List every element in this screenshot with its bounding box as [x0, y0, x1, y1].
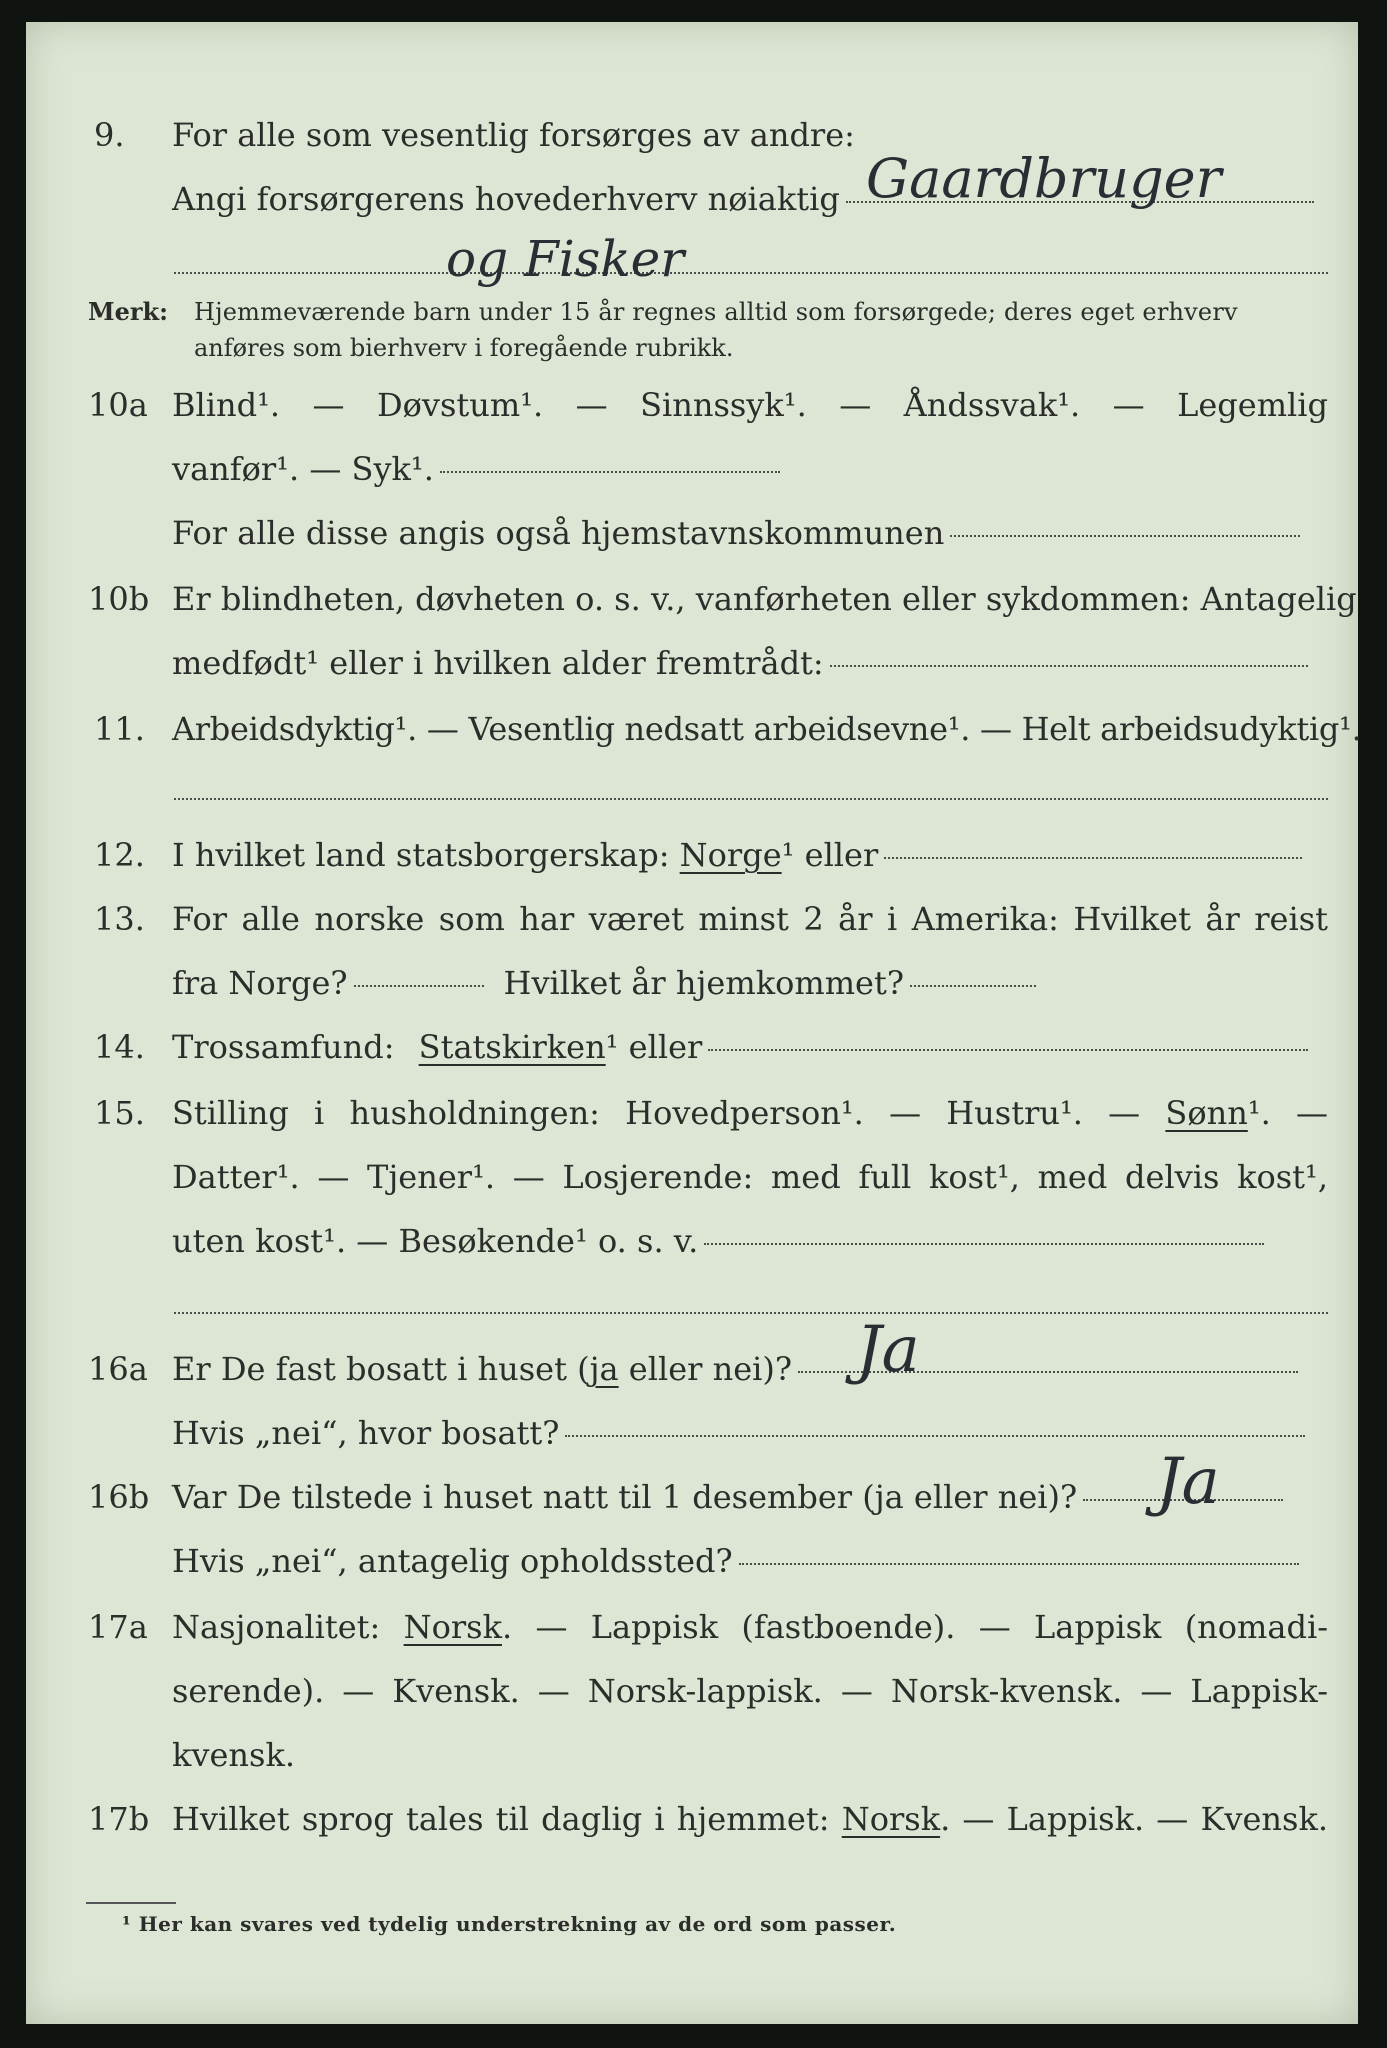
q10a-line-2 [172, 444, 1328, 494]
q15-line-3 [172, 1216, 1328, 1266]
q12-number: 12. [94, 836, 145, 874]
q9-line-1: For alle som vesentlig forsørges av andre: [172, 116, 855, 154]
q10b-age-rule [830, 665, 1308, 667]
footnote: ¹ Her kan svares ved tydelig understrekning av de ord som passer. [122, 1912, 897, 1936]
q15-answer-rule [174, 1312, 1328, 1314]
q16a-line-1 [172, 1344, 1328, 1394]
q13-number: 13. [94, 900, 145, 938]
merk-label: Merk: [88, 297, 168, 326]
census-form-page [26, 22, 1362, 2024]
q16a-text-a: Er De fast bosatt i huset ( [172, 1350, 590, 1388]
q16a-line-2-text: Hvis „nei“, hvor bosatt? [172, 1414, 560, 1452]
q17a-text-c: . — Lappisk (fastboende). — Lappisk (nomadi- [501, 1608, 1329, 1646]
q10a-number: 10a [88, 386, 148, 424]
q14-eller: ¹ eller [605, 1028, 703, 1066]
q9-line-2-text: Angi forsørgerens hovederhverv nøiaktig [172, 180, 840, 218]
q15-number: 15. [94, 1094, 145, 1132]
q16a-ja-underlined: ja [589, 1350, 619, 1388]
q10b-row-2 [26, 638, 1358, 688]
footnote-divider [86, 1902, 176, 1904]
q13-line-2 [172, 958, 1328, 1008]
q15-line-1 [172, 1088, 1328, 1138]
q12-row-1 [26, 830, 1358, 880]
q10b-line-1: Er blindheten, døvheten o. s. v., vanførheten eller sykdommen: Antagelig [172, 580, 1357, 618]
q10b-number: 10b [88, 580, 150, 618]
q10a-municipality-rule [950, 535, 1300, 537]
q17a-norsk-underlined: Norsk [403, 1608, 502, 1646]
q16b-row-2 [26, 1536, 1358, 1586]
q12-country-rule [884, 857, 1302, 859]
q15-text-1: Stilling i husholdningen: Hovedperson¹. — Hustru¹. — [172, 1094, 1141, 1132]
q13-from-norway: fra Norge? [172, 964, 348, 1002]
q12-eller: ¹ eller [781, 836, 879, 874]
q10a-row-2 [26, 444, 1358, 494]
q16b-location-rule [739, 1563, 1299, 1565]
q17a-number: 17a [88, 1608, 148, 1646]
q14-row-1 [26, 1022, 1358, 1072]
q10a-line-1: Blind¹. — Døvstum¹. — Sinnssyk¹. — Åndssvak¹. — Legemlig [172, 386, 1328, 424]
q15-line-3-text: uten kost¹. — Besøkende¹ o. s. v. [172, 1222, 699, 1260]
q11-number: 11. [94, 710, 145, 748]
q14-faith-rule [708, 1049, 1308, 1051]
q14-text: Trossamfund: [172, 1028, 395, 1066]
q16a-handwritten-answer: Ja [856, 1313, 920, 1387]
q10b-line-2-text: medfødt¹ eller i hvilken alder fremtrådt: [172, 644, 824, 682]
q10a-row-1 [26, 380, 1358, 430]
q9-number: 9. [94, 116, 125, 154]
q11-answer-rule [174, 798, 1328, 800]
q17a-text-a: Nasjonalitet: [172, 1608, 381, 1646]
q17b-row-1 [26, 1794, 1358, 1844]
q17a-row-3 [26, 1730, 1358, 1780]
q16a-text-c: eller nei)? [618, 1350, 793, 1388]
q16b-line-2 [172, 1536, 1328, 1586]
q13-returned: Hvilket år hjemkommet? [503, 964, 904, 1002]
q10a-row-3 [26, 508, 1358, 558]
merk-line-2: anføres som bierhverv i foregående rubrikk. [194, 334, 734, 362]
q11-line-1: Arbeidsdyktig¹. — Vesentlig nedsatt arbeidsevne¹. — Helt arbeidsudyktig¹. [172, 710, 1362, 748]
q13-line-1: For alle norske som har været minst 2 år i Amerika: Hvilket år reist [172, 900, 1328, 938]
q17b-number: 17b [88, 1800, 150, 1838]
q9-handwritten-answer-2: og Fisker [446, 230, 685, 288]
q10a-line-3-text: For alle disse angis også hjemstavnskommunen [172, 514, 945, 552]
q17b-line-1 [172, 1794, 1328, 1844]
q15-sonn-underlined: Sønn [1165, 1094, 1248, 1132]
q16a-row-1 [26, 1344, 1358, 1394]
q17b-text-a: Hvilket sprog tales til daglig i hjemmet: [172, 1800, 830, 1838]
q11-row-1 [26, 704, 1362, 754]
q17a-row-2 [26, 1666, 1358, 1716]
q14-number: 14. [94, 1028, 145, 1066]
q16a-line-2 [172, 1408, 1328, 1458]
q17a-row-1 [26, 1602, 1358, 1652]
q12-text: I hvilket land statsborgerskap: [172, 836, 670, 874]
q15-position-rule [704, 1243, 1264, 1245]
q13-year-returned-rule [910, 985, 1036, 987]
q12-line-1 [172, 830, 1328, 880]
q16a-number: 16a [88, 1350, 148, 1388]
q15-line-2: Datter¹. — Tjener¹. — Losjerende: med full kost¹, med delvis kost¹, [172, 1158, 1328, 1196]
q16a-residence-rule [565, 1435, 1305, 1437]
q15-row-2 [26, 1152, 1358, 1202]
q15-row-1 [26, 1088, 1358, 1138]
q16b-line-1 [172, 1472, 1328, 1522]
q9-handwritten-answer-1: Gaardbruger [866, 147, 1222, 210]
q13-row-1 [26, 894, 1358, 944]
q10a-line-2-text: vanfør¹. — Syk¹. [172, 450, 434, 488]
q15-text-1-end: ¹. — [1247, 1094, 1329, 1132]
q14-line-1 [172, 1022, 1328, 1072]
q13-year-left-rule [354, 985, 484, 987]
q17a-line-3: kvensk. [172, 1736, 295, 1774]
q12-norge-underlined: Norge [679, 836, 782, 874]
q10a-line-3 [172, 508, 1328, 558]
q16b-handwritten-answer: Ja [1156, 1445, 1220, 1519]
q14-statskirken-underlined: Statskirken [418, 1028, 606, 1066]
q17b-text-c: . — Lappisk. — Kvensk. [940, 1800, 1329, 1838]
q16b-line-2-text: Hvis „nei“, antagelig opholdssted? [172, 1542, 733, 1580]
q10b-line-2 [172, 638, 1328, 688]
q17a-line-1 [172, 1602, 1328, 1652]
q10a-sick-rule [440, 471, 780, 473]
q15-row-3 [26, 1216, 1358, 1266]
q17a-line-2: serende). — Kvensk. — Norsk-lappisk. — Norsk-kvensk. — Lappisk- [172, 1672, 1328, 1710]
q16b-line-1-text: Var De tilstede i huset natt til 1 desember (ja eller nei)? [172, 1478, 1078, 1516]
q9-second-answer-rule [174, 272, 1328, 274]
q10b-row-1 [26, 574, 1358, 624]
merk-line-1: Hjemmeværende barn under 15 år regnes alltid som forsørgede; deres eget erhverv [194, 298, 1238, 326]
q13-row-2 [26, 958, 1358, 1008]
q16b-number: 16b [88, 1478, 150, 1516]
q17b-norsk-underlined: Norsk [841, 1800, 941, 1838]
